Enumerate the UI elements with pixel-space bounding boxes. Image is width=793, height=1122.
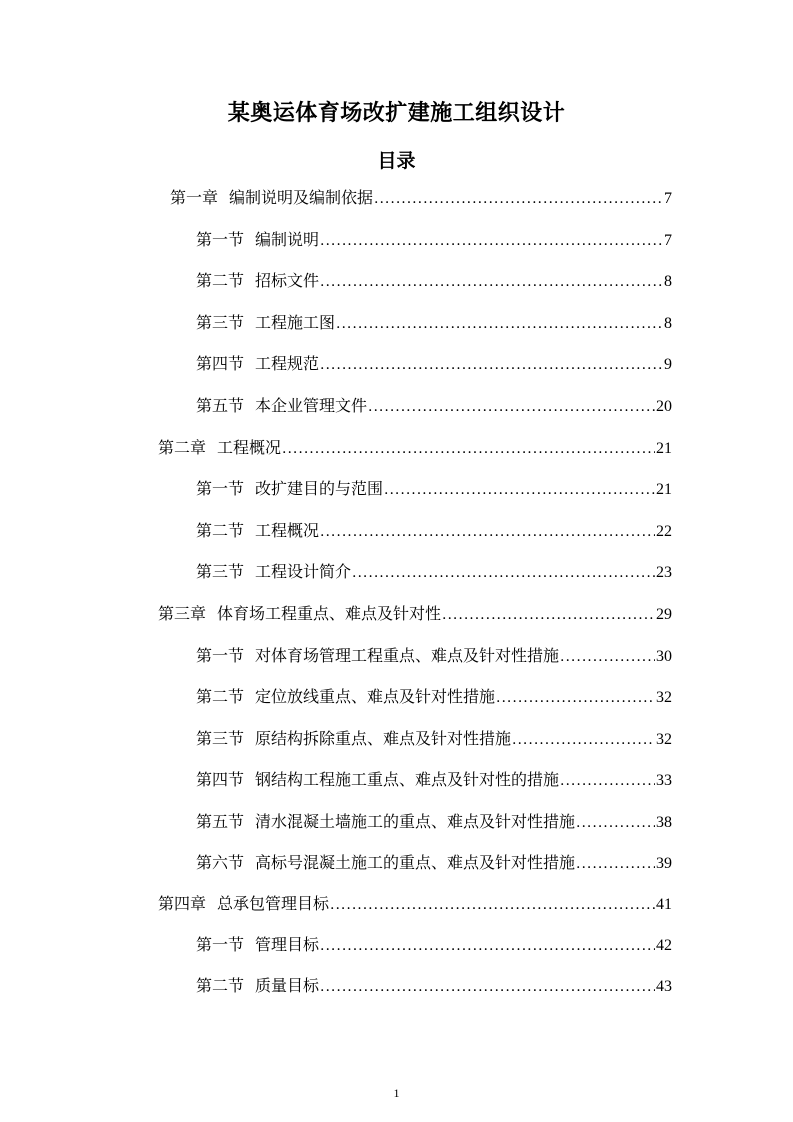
toc-entry-label: 第一节 [196,479,245,498]
toc-entry-title: 工程概况 [255,521,320,540]
toc-entry-label: 第一节 [196,230,245,249]
toc-entry-label: 第四节 [196,770,245,789]
toc-entry-page: 7 [664,232,672,249]
toc-entry-title: 工程规范 [255,354,320,373]
dot-leader [320,520,655,544]
toc-entry-label: 第三节 [196,562,245,581]
dot-leader [374,187,663,211]
document-title: 某奥运体育场改扩建施工组织设计 [227,101,566,126]
toc-entry-page: 8 [664,273,672,290]
toc-entry-title: 高标号混凝土施工的重点、难点及针对性措施 [255,853,576,872]
toc-entry-label: 第二章 [158,438,207,457]
dot-leader [320,975,655,999]
toc-entry-chapter-3[interactable] [158,602,672,626]
dot-leader [320,270,663,294]
toc-entry-section[interactable] [196,974,672,998]
toc-entry-page: 32 [656,731,672,748]
toc-entry-label: 第三节 [196,313,245,332]
toc-entry-section[interactable] [196,477,672,501]
dot-leader [560,769,655,793]
toc-entry-section[interactable] [196,644,672,668]
toc-entry-section[interactable] [196,768,672,792]
dot-leader [496,686,655,710]
toc-entry-page: 42 [656,937,672,954]
toc-entry-label: 第二节 [196,976,245,995]
toc-entry-page: 38 [656,814,672,831]
toc-entry-page: 21 [656,481,672,498]
toc-entry-title: 工程施工图 [255,313,336,332]
dot-leader [336,312,663,336]
toc-entry-label: 第四节 [196,354,245,373]
toc-entry-chapter-4[interactable] [158,892,672,916]
toc-entry-title: 工程设计简介 [255,562,352,581]
toc-entry-title: 体育场工程重点、难点及针对性 [217,604,442,623]
toc-entry-page: 43 [656,978,672,995]
toc-entry-title: 编制说明 [255,230,320,249]
dot-leader [368,395,655,419]
toc-entry-section[interactable] [196,394,672,418]
dot-leader [352,561,655,585]
toc-entry-page: 32 [656,689,672,706]
toc-entry-label: 第二节 [196,271,245,290]
toc-entry-page: 30 [656,648,672,665]
toc-entry-page: 20 [656,398,672,415]
toc-entry-section[interactable] [196,311,672,335]
toc-entry-label: 第五节 [196,396,245,415]
dot-leader [576,811,655,835]
toc-entry-title: 定位放线重点、难点及针对性措施 [255,687,496,706]
toc-entry-chapter-1[interactable] [170,186,672,210]
toc-entry-section[interactable] [196,560,672,584]
page-number: 1 [393,1086,400,1100]
toc-entry-section[interactable] [196,810,672,834]
toc-entry-title: 管理目标 [255,935,320,954]
toc-entry-title: 招标文件 [255,271,320,290]
toc-entry-title: 本企业管理文件 [255,396,368,415]
dot-leader [512,728,655,752]
toc-entry-page: 29 [656,606,672,623]
toc-entry-title: 工程概况 [217,438,282,457]
toc-heading: 目录 [377,150,416,172]
dot-leader [320,353,663,377]
toc-entry-chapter-2[interactable] [158,436,672,460]
toc-entry-section[interactable] [196,352,672,376]
toc-entry-label: 第一章 [170,188,219,207]
toc-entry-title: 清水混凝土墙施工的重点、难点及针对性措施 [255,812,576,831]
toc-entry-page: 39 [656,855,672,872]
toc-entry-label: 第四章 [158,894,207,913]
toc-entry-label: 第一节 [196,935,245,954]
dot-leader [330,893,655,917]
toc-entry-section[interactable] [196,851,672,875]
toc-entry-title: 总承包管理目标 [217,894,330,913]
toc-entry-page: 7 [664,190,672,207]
toc-entry-label: 第三节 [196,729,245,748]
toc-entry-title: 质量目标 [255,976,320,995]
toc-entry-section[interactable] [196,685,672,709]
toc-entry-page: 22 [656,523,672,540]
toc-entry-label: 第一节 [196,646,245,665]
toc-entry-section[interactable] [196,727,672,751]
dot-leader [320,229,663,253]
toc-entry-title: 对体育场管理工程重点、难点及针对性措施 [255,646,560,665]
toc-entry-page: 33 [656,772,672,789]
dot-leader [442,603,655,627]
toc-entry-section[interactable] [196,269,672,293]
toc-entry-label: 第二节 [196,687,245,706]
toc-entry-page: 21 [656,440,672,457]
toc-entry-section[interactable] [196,933,672,957]
dot-leader [560,645,655,669]
dot-leader [320,934,655,958]
toc-entry-section[interactable] [196,228,672,252]
toc-entry-page: 8 [664,315,672,332]
toc-entry-title: 编制说明及编制依据 [229,188,374,207]
toc-entry-page: 41 [656,896,672,913]
toc-entry-section[interactable] [196,519,672,543]
dot-leader [282,437,655,461]
dot-leader [384,478,655,502]
toc-entry-page: 23 [656,564,672,581]
toc-entry-page: 9 [664,356,672,373]
toc-entry-title: 钢结构工程施工重点、难点及针对性的措施 [255,770,560,789]
toc-entry-title: 改扩建目的与范围 [255,479,384,498]
dot-leader [576,852,655,876]
toc-entry-title: 原结构拆除重点、难点及针对性措施 [255,729,512,748]
toc-entry-label: 第五节 [196,812,245,831]
toc-entry-label: 第三章 [158,604,207,623]
toc-entry-label: 第二节 [196,521,245,540]
toc-entry-label: 第六节 [196,853,245,872]
